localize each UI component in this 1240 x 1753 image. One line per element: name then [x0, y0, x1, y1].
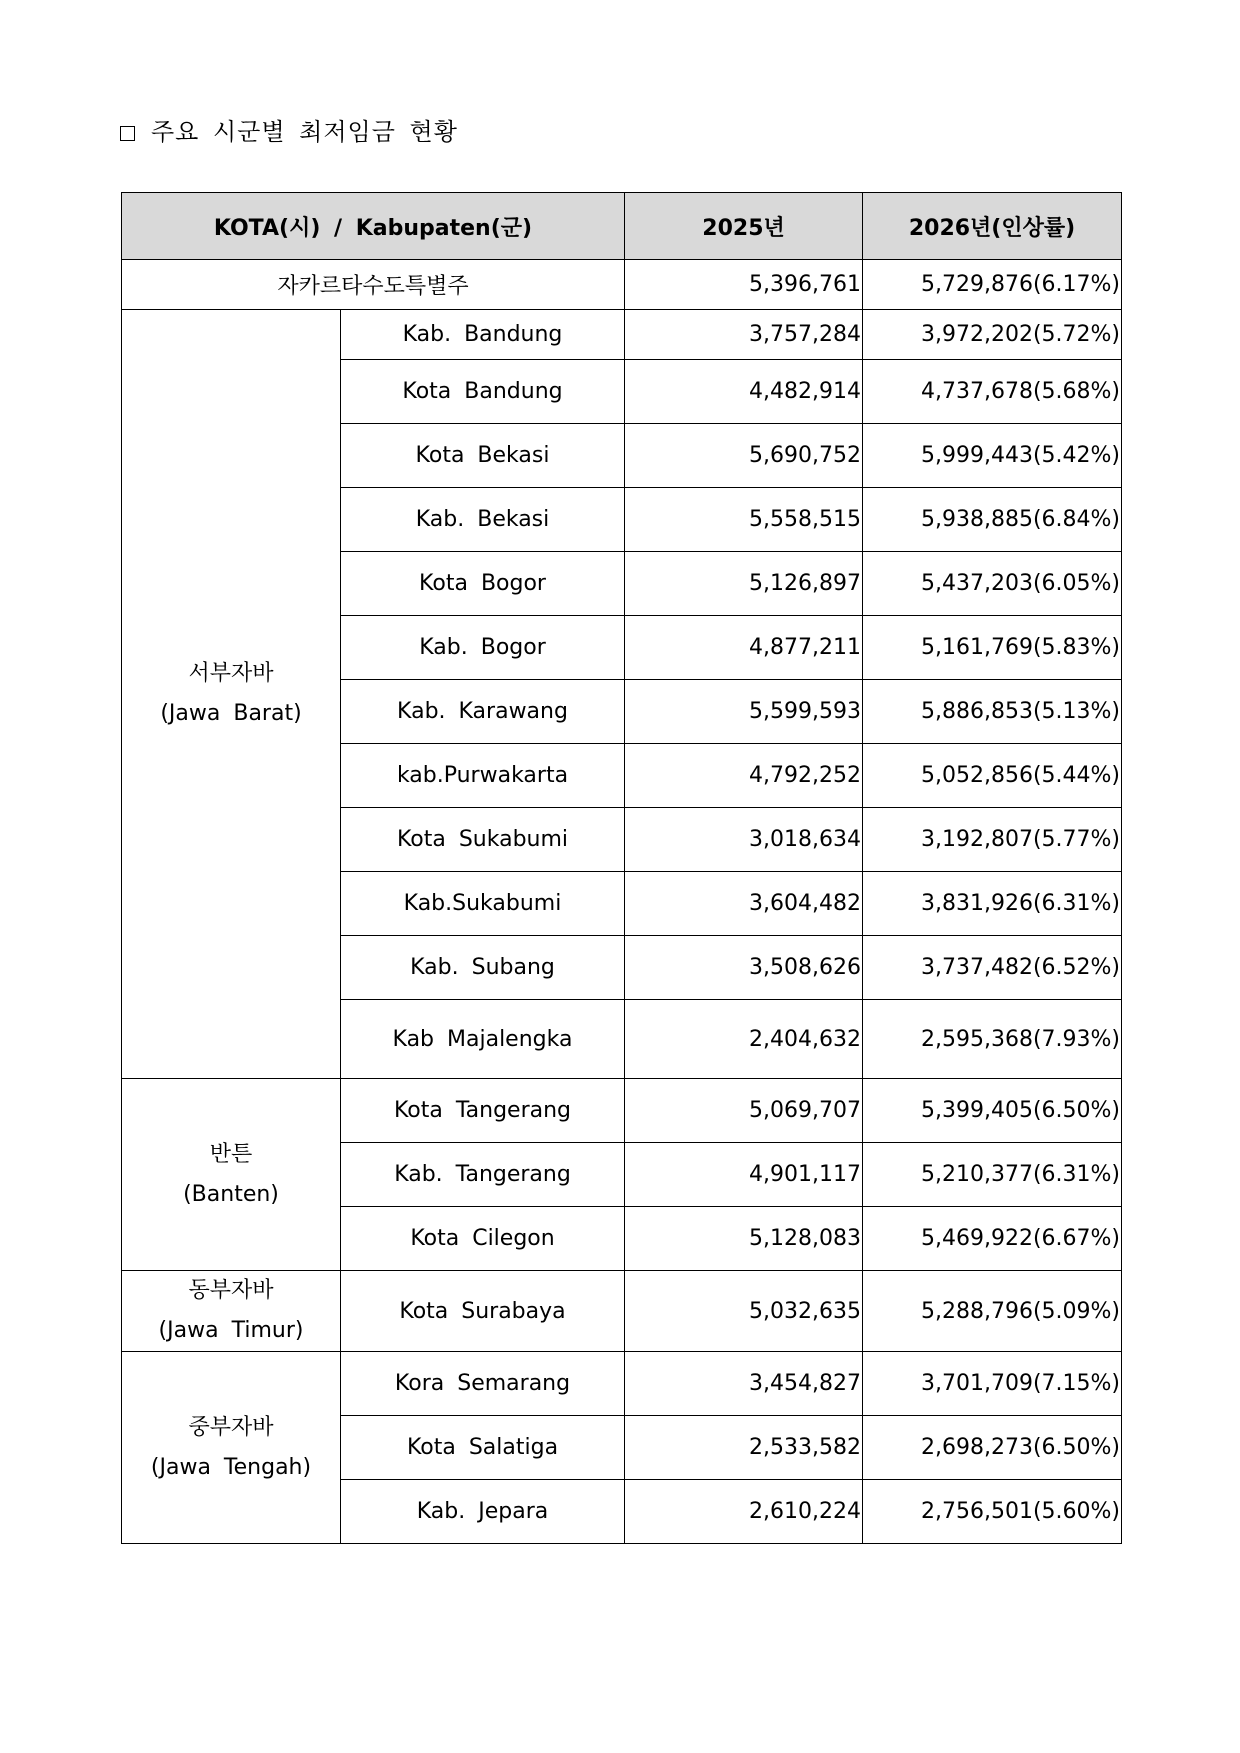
jakarta-name-cell: 자카르타수도특별주: [122, 260, 625, 310]
value-2025-cell: 5,128,083: [625, 1207, 863, 1271]
header-2025: 2025년: [625, 193, 863, 260]
value-2026-cell: 5,999,443(5.42%): [863, 424, 1122, 488]
value-2025-cell: 2,404,632: [625, 1000, 863, 1079]
checkbox-square-icon: [120, 126, 135, 141]
table-row: [122, 1079, 1122, 1143]
value-2025-cell: 3,454,827: [625, 1352, 863, 1416]
value-2025-cell: 4,877,211: [625, 616, 863, 680]
value-2026-cell: 5,052,856(5.44%): [863, 744, 1122, 808]
value-2025-cell: 3,018,634: [625, 808, 863, 872]
header-2026: 2026년(인상률): [863, 193, 1122, 260]
value-2026-cell: 5,938,885(6.84%): [863, 488, 1122, 552]
value-2026-cell: 3,701,709(7.15%): [863, 1352, 1122, 1416]
table-body: [122, 260, 1122, 1544]
city-cell: Kota Bandung: [341, 360, 625, 424]
value-2026-cell: 3,831,926(6.31%): [863, 872, 1122, 936]
region-cell: [122, 310, 341, 1079]
value-2026-cell: 5,161,769(5.83%): [863, 616, 1122, 680]
table-row: [122, 1352, 1122, 1416]
city-cell: Kab. Bekasi: [341, 488, 625, 552]
table-row: [122, 1271, 1122, 1352]
region-name-id: (Jawa Barat): [160, 701, 302, 726]
city-cell: Kab. Bogor: [341, 616, 625, 680]
region-name-id: (Banten): [183, 1181, 279, 1207]
value-2025-cell: 2,533,582: [625, 1416, 863, 1480]
value-2026-cell: 5,469,922(6.67%): [863, 1207, 1122, 1271]
value-2026-cell: 3,192,807(5.77%): [863, 808, 1122, 872]
city-cell: Kab. Bandung: [341, 310, 625, 360]
city-cell: Kota Bekasi: [341, 424, 625, 488]
region-name-id: (Jawa Timur): [158, 1318, 304, 1343]
value-2025-cell: 2,610,224: [625, 1480, 863, 1544]
value-2026-cell: 5,437,203(6.05%): [863, 552, 1122, 616]
value-2025-cell: 5,032,635: [625, 1271, 863, 1352]
value-2025-cell: 4,901,117: [625, 1143, 863, 1207]
city-cell: kab.Purwakarta: [341, 744, 625, 808]
city-cell: Kab Majalengka: [341, 1000, 625, 1079]
city-cell: Kab. Tangerang: [341, 1143, 625, 1207]
city-cell: Kota Bogor: [341, 552, 625, 616]
header-region: KOTA(시) / Kabupaten(군): [122, 193, 625, 260]
value-2026-cell: 2,756,501(5.60%): [863, 1480, 1122, 1544]
value-2025-cell: 4,792,252: [625, 744, 863, 808]
region-name-ko: 동부자바: [188, 1278, 274, 1303]
value-2025-cell: 5,069,707: [625, 1079, 863, 1143]
value-2026-cell: 5,399,405(6.50%): [863, 1079, 1122, 1143]
city-cell: Kab.Sukabumi: [341, 872, 625, 936]
city-cell: Kota Surabaya: [341, 1271, 625, 1352]
value-2026-cell: 4,737,678(5.68%): [863, 360, 1122, 424]
region-cell: [122, 1271, 341, 1352]
value-2026-cell: 3,737,482(6.52%): [863, 936, 1122, 1000]
value-2026-cell: 5,288,796(5.09%): [863, 1271, 1122, 1352]
region-cell: [122, 1352, 341, 1544]
city-cell: Kota Cilegon: [341, 1207, 625, 1271]
value-2026-cell: 5,729,876(6.17%): [863, 260, 1122, 310]
value-2026-cell: 2,698,273(6.50%): [863, 1416, 1122, 1480]
value-2026-cell: 2,595,368(7.93%): [863, 1000, 1122, 1079]
value-2025-cell: 5,396,761: [625, 260, 863, 310]
value-2026-cell: 5,886,853(5.13%): [863, 680, 1122, 744]
value-2025-cell: 5,126,897: [625, 552, 863, 616]
region-name-ko: 중부자바: [188, 1414, 274, 1440]
table-header-row: [122, 193, 1122, 260]
value-2025-cell: 4,482,914: [625, 360, 863, 424]
page-title: 주요 시군별 최저임금 현황: [151, 118, 458, 146]
city-cell: Kota Tangerang: [341, 1079, 625, 1143]
region-name-id: (Jawa Tengah): [150, 1454, 312, 1480]
city-cell: Kab. Subang: [341, 936, 625, 1000]
value-2026-cell: 3,972,202(5.72%): [863, 310, 1122, 360]
city-cell: Kota Sukabumi: [341, 808, 625, 872]
region-cell: [122, 1079, 341, 1271]
minimum-wage-table: [121, 192, 1122, 1544]
value-2025-cell: 3,604,482: [625, 872, 863, 936]
city-cell: Kora Semarang: [341, 1352, 625, 1416]
city-cell: Kota Salatiga: [341, 1416, 625, 1480]
value-2025-cell: 3,508,626: [625, 936, 863, 1000]
value-2026-cell: 5,210,377(6.31%): [863, 1143, 1122, 1207]
table-row: [122, 310, 1122, 360]
value-2025-cell: 5,558,515: [625, 488, 863, 552]
table-row: [122, 260, 1122, 310]
value-2025-cell: 3,757,284: [625, 310, 863, 360]
city-cell: Kab. Karawang: [341, 680, 625, 744]
value-2025-cell: 5,690,752: [625, 424, 863, 488]
page-heading: [120, 116, 458, 148]
region-name-ko: 서부자바: [188, 661, 274, 686]
region-name-ko: 반튼: [209, 1141, 253, 1167]
city-cell: Kab. Jepara: [341, 1480, 625, 1544]
value-2025-cell: 5,599,593: [625, 680, 863, 744]
